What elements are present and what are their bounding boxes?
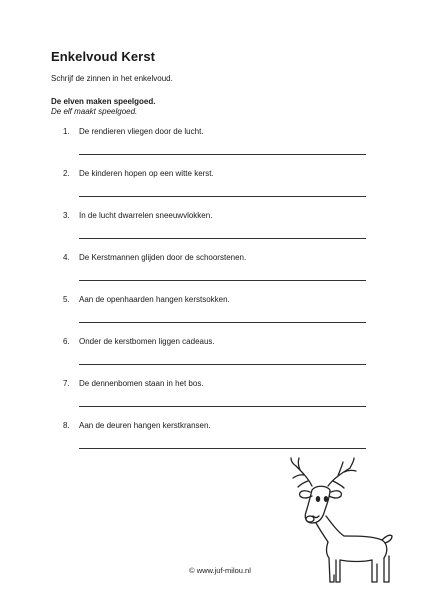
item-number: 4. (63, 253, 70, 262)
answer-line[interactable] (79, 406, 366, 407)
answer-line[interactable] (79, 238, 366, 239)
item-number: 5. (63, 295, 70, 304)
answer-line[interactable] (79, 448, 366, 449)
exercise-item (63, 253, 368, 293)
exercise-item (63, 421, 368, 461)
item-number: 3. (63, 211, 70, 220)
example-question: De elven maken speelgoed. (51, 97, 156, 106)
item-number: 6. (63, 337, 70, 346)
item-sentence: De Kerstmannen glijden door de schoorstenen. (79, 253, 247, 262)
exercise-item (63, 211, 368, 251)
item-number: 1. (63, 127, 70, 136)
exercise-item (63, 337, 368, 377)
example-answer: De elf maakt speelgoed. (51, 107, 138, 116)
instruction-text: Schrijf de zinnen in het enkelvoud. (51, 74, 173, 83)
exercise-item (63, 169, 368, 209)
item-number: 2. (63, 169, 70, 178)
item-sentence: In de lucht dwarrelen sneeuwvlokken. (79, 211, 213, 220)
item-number: 8. (63, 421, 70, 430)
answer-line[interactable] (79, 364, 366, 365)
answer-line[interactable] (79, 322, 366, 323)
answer-line[interactable] (79, 154, 366, 155)
item-sentence: De kinderen hopen op een witte kerst. (79, 169, 214, 178)
copyright-footer: © www.juf-milou.nl (189, 566, 251, 575)
exercise-item (63, 127, 368, 167)
exercise-item (63, 295, 368, 335)
item-sentence: Onder de kerstbomen liggen cadeaus. (79, 337, 215, 346)
exercise-item (63, 379, 368, 419)
answer-line[interactable] (79, 280, 366, 281)
item-sentence: Aan de deuren hangen kerstkransen. (79, 421, 211, 430)
item-number: 7. (63, 379, 70, 388)
worksheet-title: Enkelvoud Kerst (51, 49, 156, 64)
item-sentence: De rendieren vliegen door de lucht. (79, 127, 204, 136)
answer-line[interactable] (79, 196, 366, 197)
item-sentence: De dennenbomen staan in het bos. (79, 379, 204, 388)
item-sentence: Aan de openhaarden hangen kerstsokken. (79, 295, 230, 304)
